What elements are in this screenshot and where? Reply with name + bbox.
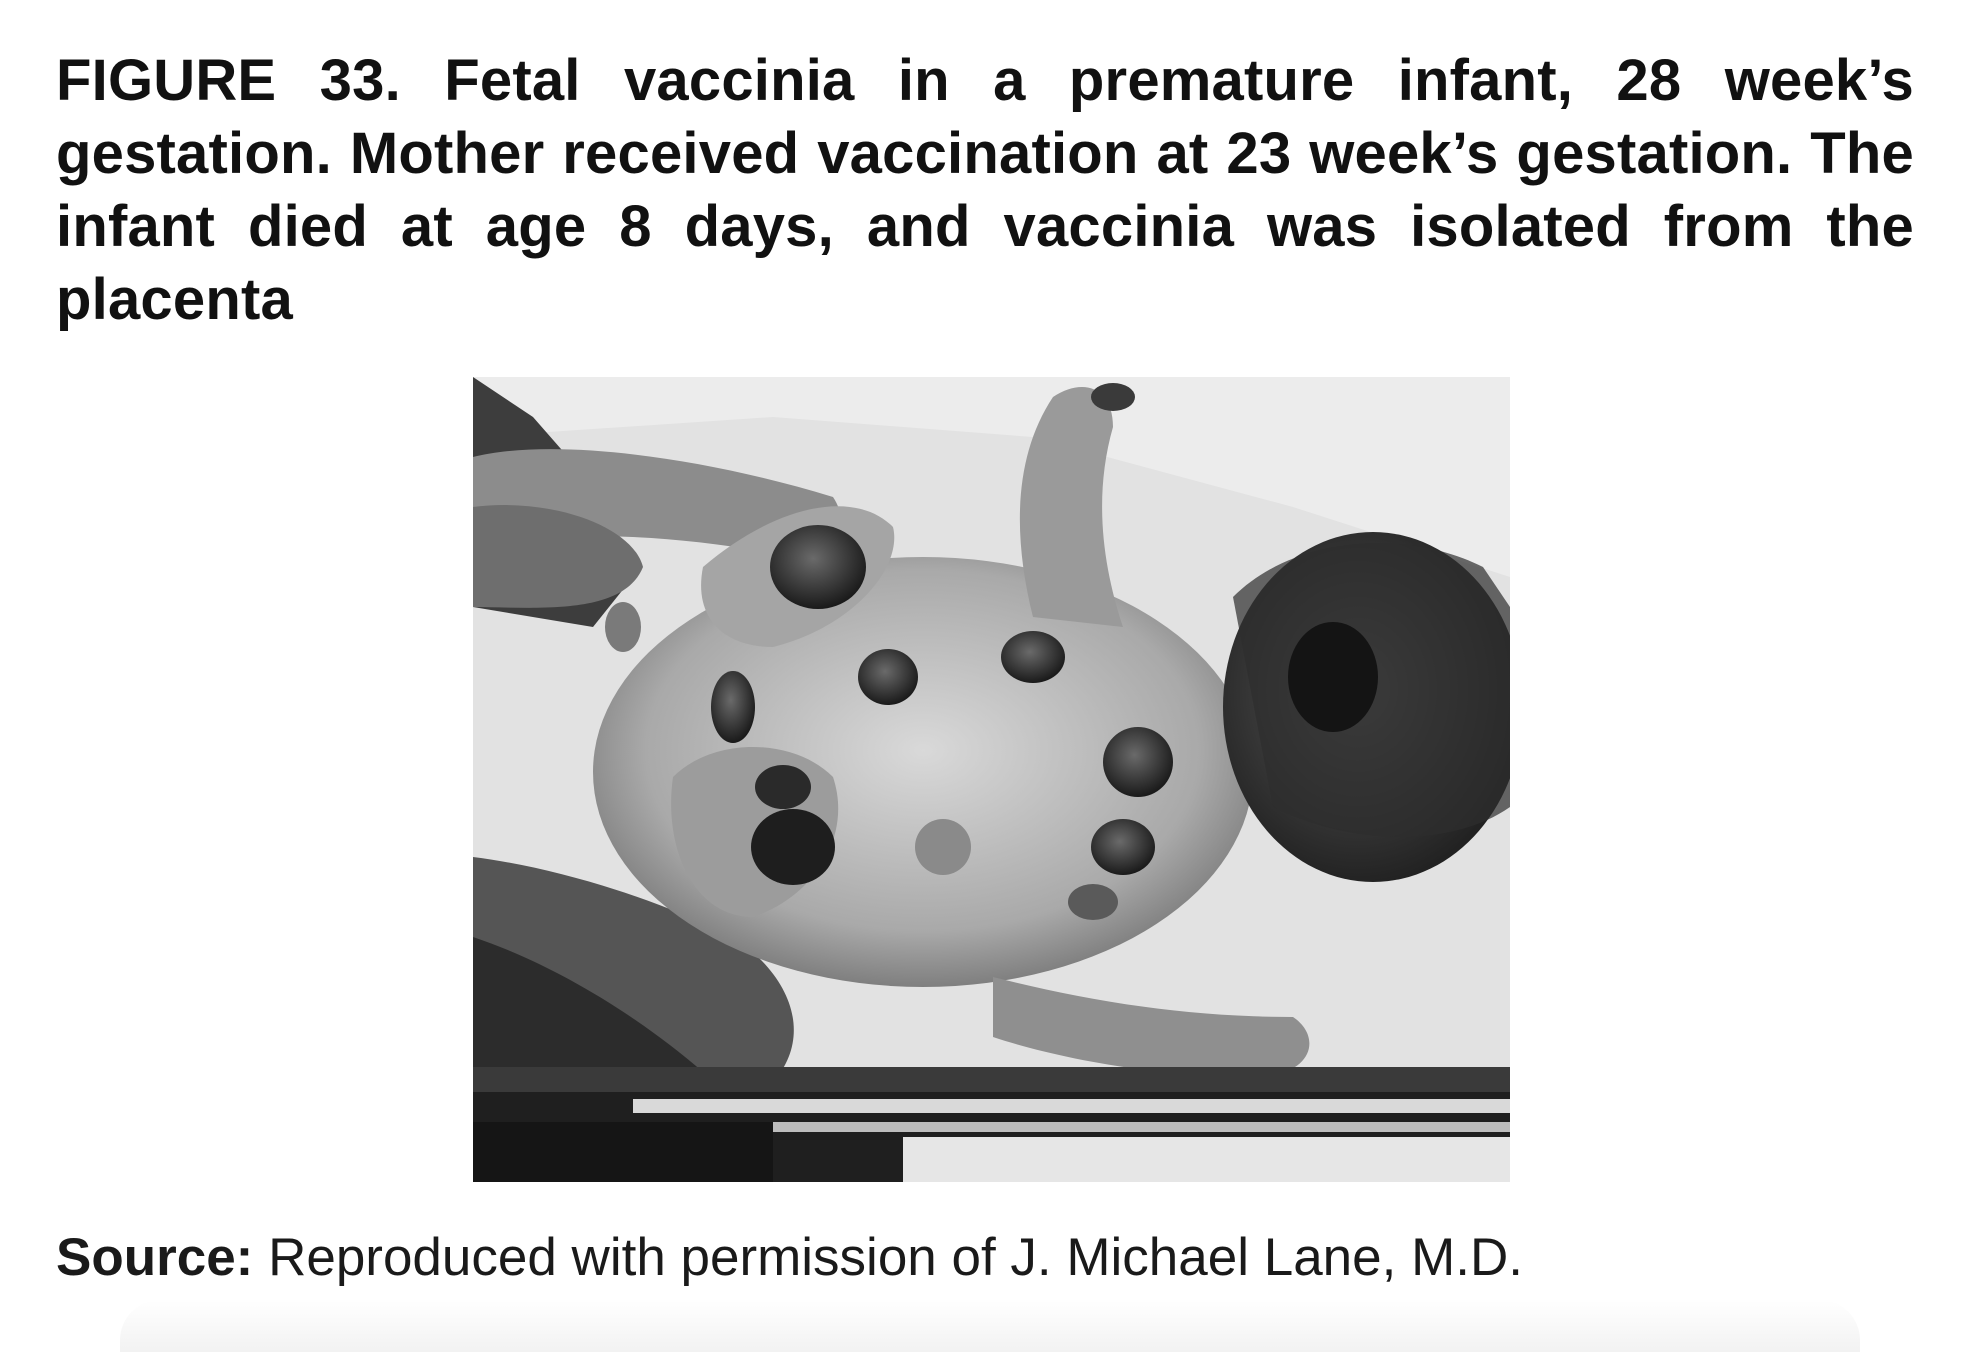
source-credit <box>56 1225 1523 1291</box>
figure-caption: FIGURE 33. Fetal vaccinia in a premature infant, 28 week’s gestation. Mother received vaccination at 23 week’s gestation. The infant died at age 8 days, and vaccinia was isolated from the placenta <box>56 48 1914 332</box>
clinical-photograph <box>473 377 1510 1182</box>
source-label: Source: <box>56 1228 254 1287</box>
page-edge-shadow <box>120 1300 1860 1352</box>
source-text: Reproduced with permission of J. Michael Lane, M.D. <box>268 1228 1523 1287</box>
